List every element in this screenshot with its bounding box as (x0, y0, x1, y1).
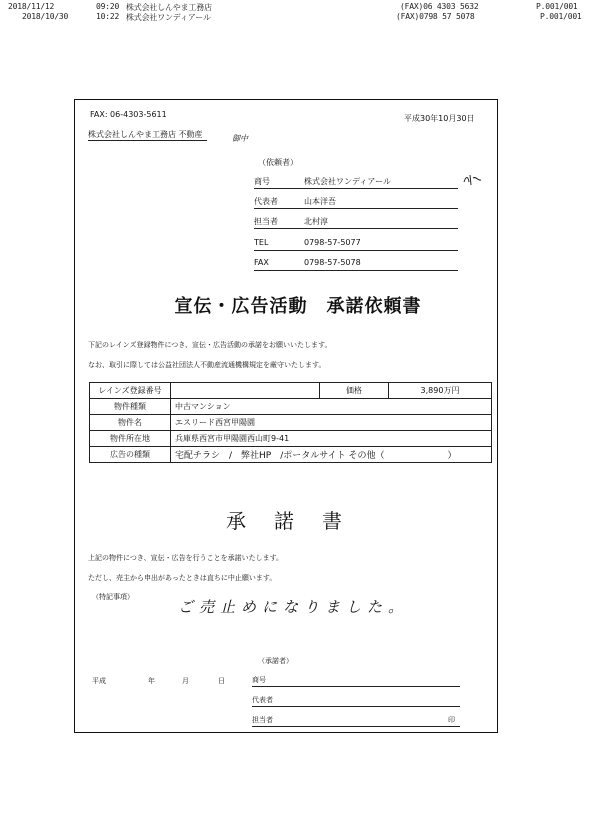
requester-label: TEL (254, 238, 269, 247)
date-era: 平成 (92, 677, 106, 685)
underline (252, 726, 460, 727)
requester-row-fax (254, 258, 458, 272)
acceptor-row-representative (252, 695, 460, 708)
recipient-honorific: 御中 (232, 134, 248, 143)
fax-header-date: 2018/10/30 (22, 12, 69, 21)
special-notes-handwritten: ご売止めになりました。 (178, 598, 410, 616)
ad-type-value: 宅配チラシ / 弊社HP /ポータルサイト その他（ ） (171, 447, 492, 463)
price-value: 3,890万円 (389, 383, 492, 399)
acceptor-heading: （承諾者） (258, 657, 293, 665)
intro-line-1: 下記のレインズ登録物件につき、宣伝・広告活動の承諾をお願いいたします。 (88, 341, 332, 349)
ad-type-label: 広告の種類 (90, 447, 171, 463)
date-day-unit: 日 (218, 677, 225, 685)
underline (254, 250, 458, 251)
reins-label: レインズ登録番号 (90, 383, 171, 399)
date-month-unit: 月 (182, 677, 189, 685)
acceptor-row-contact (252, 715, 460, 728)
requester-value: 0798-57-5077 (304, 238, 361, 247)
intro-line-2: なお、取引に際しては公益社団法人不動産流通機構規定を厳守いたします。 (88, 361, 326, 369)
acceptance-line-1: 上記の物件につき、宣伝・広告を行うことを承諾いたします。 (88, 554, 284, 562)
requester-value: 0798-57-5078 (304, 258, 361, 267)
requester-heading: （依頼者） (258, 158, 298, 167)
requester-row-contact (254, 216, 458, 230)
requester-value: 北村淳 (304, 217, 328, 226)
row-label: 物件所在地 (90, 431, 171, 447)
price-label: 価格 (320, 383, 389, 399)
underline (252, 686, 460, 687)
fax-header-sender: 株式会社しんやま工務店 (126, 3, 212, 12)
underline (254, 208, 458, 209)
document-date: 平成30年10月30日 (404, 114, 475, 123)
table-row (90, 399, 492, 415)
requester-label: FAX (254, 258, 269, 267)
acceptance-line-2: ただし、売主から申出があったときは直ちに中止願います。 (88, 574, 277, 582)
row-label: 物件名 (90, 415, 171, 431)
reins-value (171, 383, 320, 399)
requester-row-representative (254, 196, 458, 210)
requester-label: 担当者 (254, 217, 278, 226)
seal-scribble-icon (462, 172, 484, 188)
seal-mark: 印 (448, 716, 455, 724)
fax-to: FAX: 06-4303-5611 (90, 110, 167, 119)
row-label: 物件種類 (90, 399, 171, 415)
fax-header-sender: 株式会社ワンディアール (126, 13, 211, 22)
property-table (89, 382, 492, 463)
requester-label: 商号 (254, 177, 270, 186)
table-row (90, 431, 492, 447)
fax-header-time: 10:22 (96, 12, 120, 21)
date-year-unit: 年 (148, 677, 155, 685)
underline (254, 228, 458, 229)
fax-header-number: (FAX)06 4303 5632 (400, 2, 479, 11)
requester-seal-stamp (462, 172, 484, 188)
special-notes-label: （特記事項） (92, 593, 134, 601)
table-row (90, 447, 492, 463)
requester-row-company (254, 176, 458, 190)
requester-label: 代表者 (254, 197, 278, 206)
requester-value: 株式会社ワンディアール (304, 177, 391, 186)
underline (254, 188, 458, 189)
fax-header-time: 09:20 (96, 2, 120, 11)
underline (252, 706, 460, 707)
row-value: 兵庫県西宮市甲陽園西山町9-41 (171, 431, 492, 447)
acceptor-label: 担当者 (252, 716, 273, 724)
requester-row-tel (254, 238, 458, 252)
fax-header-page: P.001/001 (540, 12, 582, 21)
table-row (90, 383, 492, 399)
document-title: 宣伝・広告活動 承諾依頼書 (174, 296, 422, 317)
row-value: 中古マンション (171, 399, 492, 415)
acceptor-label: 商号 (252, 676, 266, 684)
acceptor-row-company (252, 675, 460, 688)
acceptor-label: 代表者 (252, 696, 273, 704)
fax-header-date: 2018/11/12 (8, 2, 55, 11)
row-value: エスリード西宮甲陽園 (171, 415, 492, 431)
acceptance-title: 承諾書 (226, 509, 370, 533)
table-row (90, 415, 492, 431)
fax-header-page: P.001/001 (536, 2, 578, 11)
requester-value: 山本洋吾 (304, 197, 336, 206)
fax-header-number: (FAX)0798 57 5078 (396, 12, 475, 21)
recipient-name: 株式会社しんやま工務店 不動産 (88, 129, 207, 141)
underline (254, 270, 458, 271)
